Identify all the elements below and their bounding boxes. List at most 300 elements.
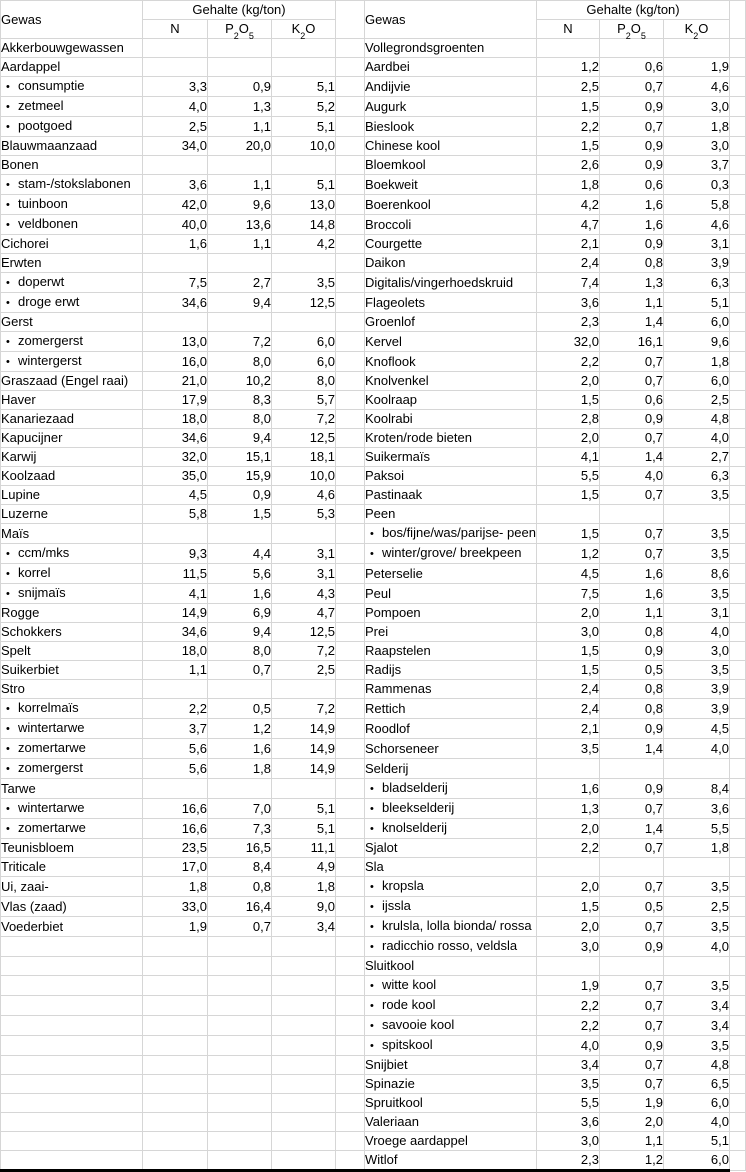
value-p2o5-cell: 0,7 xyxy=(600,117,664,137)
table-row xyxy=(1,739,746,759)
gewas-header-right: Gewas xyxy=(365,1,537,39)
value-k2o-cell: 3,4 xyxy=(272,917,336,937)
value-n-cell: 17,0 xyxy=(143,858,208,877)
value-n-cell: 4,7 xyxy=(537,215,600,235)
table-gap-cell xyxy=(336,1151,365,1171)
crop-name-cell xyxy=(365,1075,537,1094)
value-p2o5-cell: 0,9 xyxy=(600,779,664,799)
value-n-cell: 1,2 xyxy=(537,58,600,77)
value-p2o5-cell: 0,9 xyxy=(600,1036,664,1056)
sheet-margin-cell xyxy=(730,429,746,448)
value-n-cell: 2,0 xyxy=(537,877,600,897)
crop-name-cell xyxy=(1,759,143,779)
table-row xyxy=(1,467,746,486)
crop-name-cell xyxy=(1,584,143,604)
value-n-cell xyxy=(143,680,208,699)
value-p2o5-cell: 7,0 xyxy=(208,799,272,819)
value-k2o-cell xyxy=(272,779,336,799)
value-n-cell: 1,5 xyxy=(537,897,600,917)
value-n-cell: 2,0 xyxy=(537,429,600,448)
crop-label: Voederbiet xyxy=(1,918,64,934)
value-p2o5-cell xyxy=(208,937,272,957)
value-n-cell: 5,8 xyxy=(143,505,208,524)
value-k2o-cell: 3,0 xyxy=(664,642,730,661)
value-p2o5-cell xyxy=(208,524,272,544)
crop-name-cell xyxy=(365,1036,537,1056)
sheet-margin-cell xyxy=(730,839,746,858)
sheet-margin-cell xyxy=(730,976,746,996)
value-k2o-cell xyxy=(272,1056,336,1075)
table-gap-cell xyxy=(336,819,365,839)
crop-label: Kapucijner xyxy=(1,430,63,445)
value-k2o-cell: 6,0 xyxy=(664,1094,730,1113)
value-p2o5-cell xyxy=(208,1113,272,1132)
value-p2o5-cell: 0,9 xyxy=(600,642,664,661)
value-k2o-cell: 6,0 xyxy=(664,372,730,391)
value-p2o5-cell: 0,9 xyxy=(600,719,664,739)
crop-label: consumptie xyxy=(18,78,85,93)
value-n-cell: 3,5 xyxy=(537,1075,600,1094)
sheet-margin-cell xyxy=(730,313,746,332)
crop-label: Radijs xyxy=(365,662,402,677)
crop-label: krulsla, lolla bionda/ rossa xyxy=(382,918,532,933)
table-row xyxy=(1,195,746,215)
value-k2o-cell: 6,5 xyxy=(664,1075,730,1094)
crop-name-cell xyxy=(365,1151,537,1171)
sheet-margin-cell xyxy=(730,505,746,524)
crop-label: doperwt xyxy=(18,274,65,289)
gehalte-header-right: Gehalte (kg/ton) xyxy=(537,1,730,20)
crop-label: tuinboon xyxy=(18,196,68,211)
value-n-cell: 14,9 xyxy=(143,604,208,623)
value-k2o-cell: 11,1 xyxy=(272,839,336,858)
sheet-margin-cell xyxy=(730,58,746,77)
crop-name-cell xyxy=(365,819,537,839)
value-n-cell: 2,4 xyxy=(537,699,600,719)
value-n-cell: 4,5 xyxy=(143,486,208,505)
table-gap-cell xyxy=(336,604,365,623)
p2o5-part: 2 xyxy=(233,30,239,41)
crop-name-cell xyxy=(365,937,537,957)
value-n-cell: 34,6 xyxy=(143,623,208,642)
value-n-cell: 2,2 xyxy=(537,996,600,1016)
crop-name-cell xyxy=(1,957,143,976)
value-k2o-cell: 3,5 xyxy=(664,917,730,937)
crop-label: Blauwmaanzaad xyxy=(1,138,98,153)
crop-label: winter/grove/ breekpeen xyxy=(382,545,522,560)
value-k2o-cell: 3,5 xyxy=(664,544,730,564)
sheet-margin-cell xyxy=(730,1094,746,1113)
crop-name-cell xyxy=(1,410,143,429)
value-n-cell xyxy=(143,156,208,175)
crop-label: Triticale xyxy=(1,859,47,874)
crop-name-cell xyxy=(1,858,143,877)
value-p2o5-cell: 1,2 xyxy=(208,719,272,739)
value-k2o-cell xyxy=(272,1094,336,1113)
crop-name-cell xyxy=(1,779,143,799)
sheet-margin-cell xyxy=(730,372,746,391)
value-n-cell: 1,8 xyxy=(537,175,600,195)
value-n-cell xyxy=(143,976,208,996)
value-k2o-cell: 2,5 xyxy=(272,661,336,680)
crop-label: Teunisbloem xyxy=(1,840,74,855)
value-p2o5-cell xyxy=(600,858,664,877)
crop-label: Digitalis/vingerhoedskruid xyxy=(365,274,514,290)
crop-name-cell xyxy=(365,391,537,410)
value-n-cell xyxy=(143,957,208,976)
table-gap-cell xyxy=(336,699,365,719)
bullet-icon: • xyxy=(370,823,374,835)
value-p2o5-cell: 15,1 xyxy=(208,448,272,467)
value-p2o5-cell xyxy=(600,957,664,976)
value-p2o5-cell xyxy=(208,1132,272,1151)
value-n-cell: 16,0 xyxy=(143,352,208,372)
crop-name-cell xyxy=(1,1132,143,1151)
value-p2o5-cell xyxy=(208,1016,272,1036)
sheet-margin-cell xyxy=(730,897,746,917)
value-k2o-cell: 5,8 xyxy=(664,195,730,215)
value-k2o-cell: 1,8 xyxy=(664,117,730,137)
bullet-icon: • xyxy=(6,743,10,755)
value-p2o5-cell xyxy=(600,759,664,779)
bullet-icon: • xyxy=(6,763,10,775)
value-k2o-cell: 4,3 xyxy=(272,584,336,604)
value-p2o5-cell: 0,7 xyxy=(600,917,664,937)
table-row xyxy=(1,97,746,117)
value-k2o-cell xyxy=(664,759,730,779)
value-n-cell: 4,0 xyxy=(143,97,208,117)
table-gap-cell xyxy=(336,448,365,467)
table-gap-cell xyxy=(336,779,365,799)
table-row xyxy=(1,1094,746,1113)
table-gap-cell xyxy=(336,680,365,699)
value-n-cell: 5,5 xyxy=(537,1094,600,1113)
value-p2o5-cell: 0,6 xyxy=(600,58,664,77)
value-n-cell: 2,1 xyxy=(537,719,600,739)
crop-label: Koolraap xyxy=(365,392,418,407)
crop-label: Spinazie xyxy=(365,1076,415,1091)
value-k2o-cell: 4,0 xyxy=(664,623,730,642)
value-p2o5-cell: 15,9 xyxy=(208,467,272,486)
crop-label: snijmaïs xyxy=(18,585,66,600)
table-row xyxy=(1,352,746,372)
table-gap-cell xyxy=(336,352,365,372)
table-row xyxy=(1,976,746,996)
value-p2o5-cell: 7,2 xyxy=(208,332,272,352)
crop-name-cell xyxy=(1,799,143,819)
value-k2o-cell xyxy=(272,1151,336,1171)
value-p2o5-cell: 8,0 xyxy=(208,642,272,661)
value-k2o-cell xyxy=(272,680,336,699)
value-p2o5-cell: 1,4 xyxy=(600,739,664,759)
value-n-cell: 1,6 xyxy=(537,779,600,799)
table-row xyxy=(1,486,746,505)
value-p2o5-cell xyxy=(208,254,272,273)
value-n-cell: 2,2 xyxy=(537,117,600,137)
sheet-margin-cell xyxy=(730,1075,746,1094)
table-gap-cell xyxy=(336,1075,365,1094)
sheet-margin-cell xyxy=(730,156,746,175)
value-p2o5-cell: 16,5 xyxy=(208,839,272,858)
crop-label: Raapstelen xyxy=(365,643,431,658)
value-n-cell xyxy=(143,937,208,957)
value-k2o-cell xyxy=(272,313,336,332)
empty-cell xyxy=(208,39,272,58)
value-k2o-cell: 1,8 xyxy=(664,839,730,858)
value-k2o-cell: 3,9 xyxy=(664,254,730,273)
value-k2o-cell: 5,1 xyxy=(272,117,336,137)
k2o-part: K xyxy=(684,21,694,36)
value-n-cell xyxy=(143,1016,208,1036)
value-n-cell: 3,6 xyxy=(537,293,600,313)
table-row xyxy=(1,117,746,137)
crop-label: Paksoi xyxy=(365,468,405,483)
value-k2o-cell: 6,0 xyxy=(272,332,336,352)
k2o-part: O xyxy=(698,21,709,36)
sheet-margin-cell xyxy=(730,1056,746,1075)
crop-name-cell xyxy=(1,156,143,175)
value-k2o-cell xyxy=(272,156,336,175)
table-gap-cell xyxy=(336,1,365,39)
crop-name-cell xyxy=(1,564,143,584)
crop-name-cell xyxy=(365,699,537,719)
value-k2o-cell: 3,1 xyxy=(272,564,336,584)
crop-label: Bonen xyxy=(1,157,39,172)
crop-label: zomertarwe xyxy=(18,820,86,835)
crop-label: Aardappel xyxy=(1,59,61,74)
value-n-cell: 2,0 xyxy=(537,917,600,937)
value-k2o-cell: 4,0 xyxy=(664,937,730,957)
value-n-cell xyxy=(143,996,208,1016)
value-p2o5-cell xyxy=(208,1094,272,1113)
value-k2o-cell: 6,3 xyxy=(664,467,730,486)
value-n-cell: 2,2 xyxy=(537,839,600,858)
value-n-cell: 1,5 xyxy=(537,97,600,117)
sheet-margin-cell xyxy=(730,39,746,58)
value-p2o5-cell: 0,7 xyxy=(208,661,272,680)
table-row xyxy=(1,584,746,604)
crop-label: zetmeel xyxy=(18,98,64,113)
sheet-margin-cell xyxy=(730,1036,746,1056)
crop-name-cell xyxy=(365,215,537,235)
bullet-icon: • xyxy=(6,803,10,815)
crop-name-cell xyxy=(365,957,537,976)
value-p2o5-cell: 0,9 xyxy=(600,235,664,254)
value-n-cell xyxy=(537,759,600,779)
crop-name-cell xyxy=(1,97,143,117)
empty-cell xyxy=(664,39,730,58)
value-n-cell: 2,0 xyxy=(537,819,600,839)
crop-name-cell xyxy=(1,505,143,524)
value-n-cell xyxy=(537,957,600,976)
table-gap-cell xyxy=(336,877,365,897)
crop-name-cell xyxy=(365,58,537,77)
value-p2o5-cell: 1,6 xyxy=(600,564,664,584)
value-n-cell: 1,6 xyxy=(143,235,208,254)
table-gap-cell xyxy=(336,544,365,564)
value-k2o-cell: 4,0 xyxy=(664,739,730,759)
value-n-cell: 18,0 xyxy=(143,642,208,661)
crop-name-cell xyxy=(365,77,537,97)
crop-label: Courgette xyxy=(365,236,423,251)
bullet-icon: • xyxy=(6,703,10,715)
crop-name-cell xyxy=(1,996,143,1016)
value-n-cell: 9,3 xyxy=(143,544,208,564)
crop-label: Roodlof xyxy=(365,720,410,736)
value-p2o5-cell: 1,6 xyxy=(208,739,272,759)
value-n-cell: 33,0 xyxy=(143,897,208,917)
crop-name-cell xyxy=(365,877,537,897)
crop-name-cell xyxy=(365,917,537,937)
crop-label: Suikerbiet xyxy=(1,662,59,677)
table-gap-cell xyxy=(336,897,365,917)
value-p2o5-cell: 0,8 xyxy=(600,254,664,273)
value-n-cell: 2,2 xyxy=(537,1016,600,1036)
sheet-margin-cell xyxy=(730,858,746,877)
section-row xyxy=(1,39,746,58)
bullet-icon: • xyxy=(6,823,10,835)
value-p2o5-cell: 1,1 xyxy=(208,235,272,254)
value-p2o5-cell: 1,1 xyxy=(208,175,272,195)
crop-label: Boerenkool xyxy=(365,196,431,212)
value-n-cell: 2,5 xyxy=(143,117,208,137)
sheet-margin-cell xyxy=(730,391,746,410)
crop-label: bleekselderij xyxy=(382,800,455,815)
value-n-cell: 1,5 xyxy=(537,137,600,156)
bullet-icon: • xyxy=(6,548,10,560)
value-p2o5-cell: 0,5 xyxy=(208,699,272,719)
value-k2o-cell: 5,3 xyxy=(272,505,336,524)
crop-name-cell xyxy=(365,313,537,332)
value-n-cell: 1,5 xyxy=(537,486,600,505)
table-row xyxy=(1,77,746,97)
bullet-icon: • xyxy=(6,588,10,600)
value-p2o5-cell: 8,0 xyxy=(208,352,272,372)
value-n-cell: 34,6 xyxy=(143,429,208,448)
crop-name-cell xyxy=(1,642,143,661)
table-gap-cell xyxy=(336,623,365,642)
crop-label: knolselderij xyxy=(382,820,448,835)
crop-name-cell xyxy=(365,410,537,429)
value-k2o-cell: 5,1 xyxy=(664,293,730,313)
crop-name-cell xyxy=(365,661,537,680)
col-header-n-right: N xyxy=(537,20,600,39)
crop-label: Pompoen xyxy=(365,605,421,620)
value-p2o5-cell: 1,4 xyxy=(600,448,664,467)
value-p2o5-cell xyxy=(208,1036,272,1056)
value-k2o-cell: 5,1 xyxy=(272,77,336,97)
value-p2o5-cell: 1,1 xyxy=(600,293,664,313)
value-n-cell: 2,3 xyxy=(537,1151,600,1171)
value-p2o5-cell: 0,9 xyxy=(600,137,664,156)
crop-label: savooie kool xyxy=(382,1017,455,1032)
value-k2o-cell xyxy=(272,996,336,1016)
value-p2o5-cell: 1,1 xyxy=(600,604,664,623)
crop-name-cell xyxy=(365,996,537,1016)
crop-label: Andijvie xyxy=(365,78,411,94)
value-n-cell: 40,0 xyxy=(143,215,208,235)
value-n-cell: 1,3 xyxy=(537,799,600,819)
value-p2o5-cell xyxy=(600,505,664,524)
value-n-cell: 1,5 xyxy=(537,642,600,661)
table-row xyxy=(1,448,746,467)
sheet-margin-cell xyxy=(730,544,746,564)
crop-name-cell xyxy=(1,976,143,996)
crop-name-cell xyxy=(365,544,537,564)
value-n-cell: 7,4 xyxy=(537,273,600,293)
value-p2o5-cell: 8,3 xyxy=(208,391,272,410)
sheet-margin-cell xyxy=(730,819,746,839)
value-k2o-cell: 12,5 xyxy=(272,293,336,313)
value-k2o-cell: 3,1 xyxy=(272,544,336,564)
crop-label: wintergerst xyxy=(18,353,82,368)
value-p2o5-cell: 0,7 xyxy=(600,996,664,1016)
table-row xyxy=(1,897,746,917)
table-row xyxy=(1,313,746,332)
section-header-left: Akkerbouwgewassen xyxy=(1,39,143,58)
value-p2o5-cell: 0,7 xyxy=(600,372,664,391)
table-gap-cell xyxy=(336,564,365,584)
crop-label: Peul xyxy=(365,585,392,601)
crop-name-cell xyxy=(365,486,537,505)
value-n-cell: 4,1 xyxy=(143,584,208,604)
crop-name-cell xyxy=(1,623,143,642)
value-k2o-cell: 12,5 xyxy=(272,623,336,642)
value-p2o5-cell: 0,8 xyxy=(600,623,664,642)
table-row xyxy=(1,819,746,839)
crop-name-cell xyxy=(1,819,143,839)
table-body xyxy=(1,58,746,1171)
crop-name-cell xyxy=(1,77,143,97)
crop-label: Vroege aardappel xyxy=(365,1133,468,1148)
crop-name-cell xyxy=(365,372,537,391)
crop-label: rode kool xyxy=(382,997,436,1012)
value-k2o-cell: 4,8 xyxy=(664,1056,730,1075)
table-gap-cell xyxy=(336,661,365,680)
value-p2o5-cell: 1,3 xyxy=(208,97,272,117)
crop-label: Peen xyxy=(365,506,396,521)
bullet-icon: • xyxy=(6,277,10,289)
bullet-icon: • xyxy=(6,219,10,231)
crop-name-cell xyxy=(365,642,537,661)
crop-label: korrelmaïs xyxy=(18,700,79,715)
crop-label: Groenlof xyxy=(365,314,415,329)
table-row xyxy=(1,799,746,819)
value-n-cell: 35,0 xyxy=(143,467,208,486)
value-n-cell: 3,7 xyxy=(143,719,208,739)
value-n-cell: 13,0 xyxy=(143,332,208,352)
crop-label: Schokkers xyxy=(1,624,62,639)
value-k2o-cell: 3,5 xyxy=(664,584,730,604)
crop-name-cell xyxy=(365,195,537,215)
value-k2o-cell: 2,5 xyxy=(664,391,730,410)
crop-name-cell xyxy=(365,467,537,486)
crop-label: Knolvenkel xyxy=(365,373,429,388)
table-row xyxy=(1,937,746,957)
sheet-margin-cell xyxy=(730,137,746,156)
sheet-margin-cell xyxy=(730,604,746,623)
value-n-cell: 2,1 xyxy=(537,235,600,254)
value-p2o5-cell: 9,4 xyxy=(208,429,272,448)
sheet-margin-cell xyxy=(730,584,746,604)
value-k2o-cell: 3,1 xyxy=(664,235,730,254)
crop-label: witte kool xyxy=(382,977,437,992)
crop-label: bos/fijne/was/parijse- peen xyxy=(382,525,536,540)
value-p2o5-cell xyxy=(208,58,272,77)
sheet-margin-cell xyxy=(730,937,746,957)
table-gap-cell xyxy=(336,799,365,819)
value-k2o-cell: 14,8 xyxy=(272,215,336,235)
